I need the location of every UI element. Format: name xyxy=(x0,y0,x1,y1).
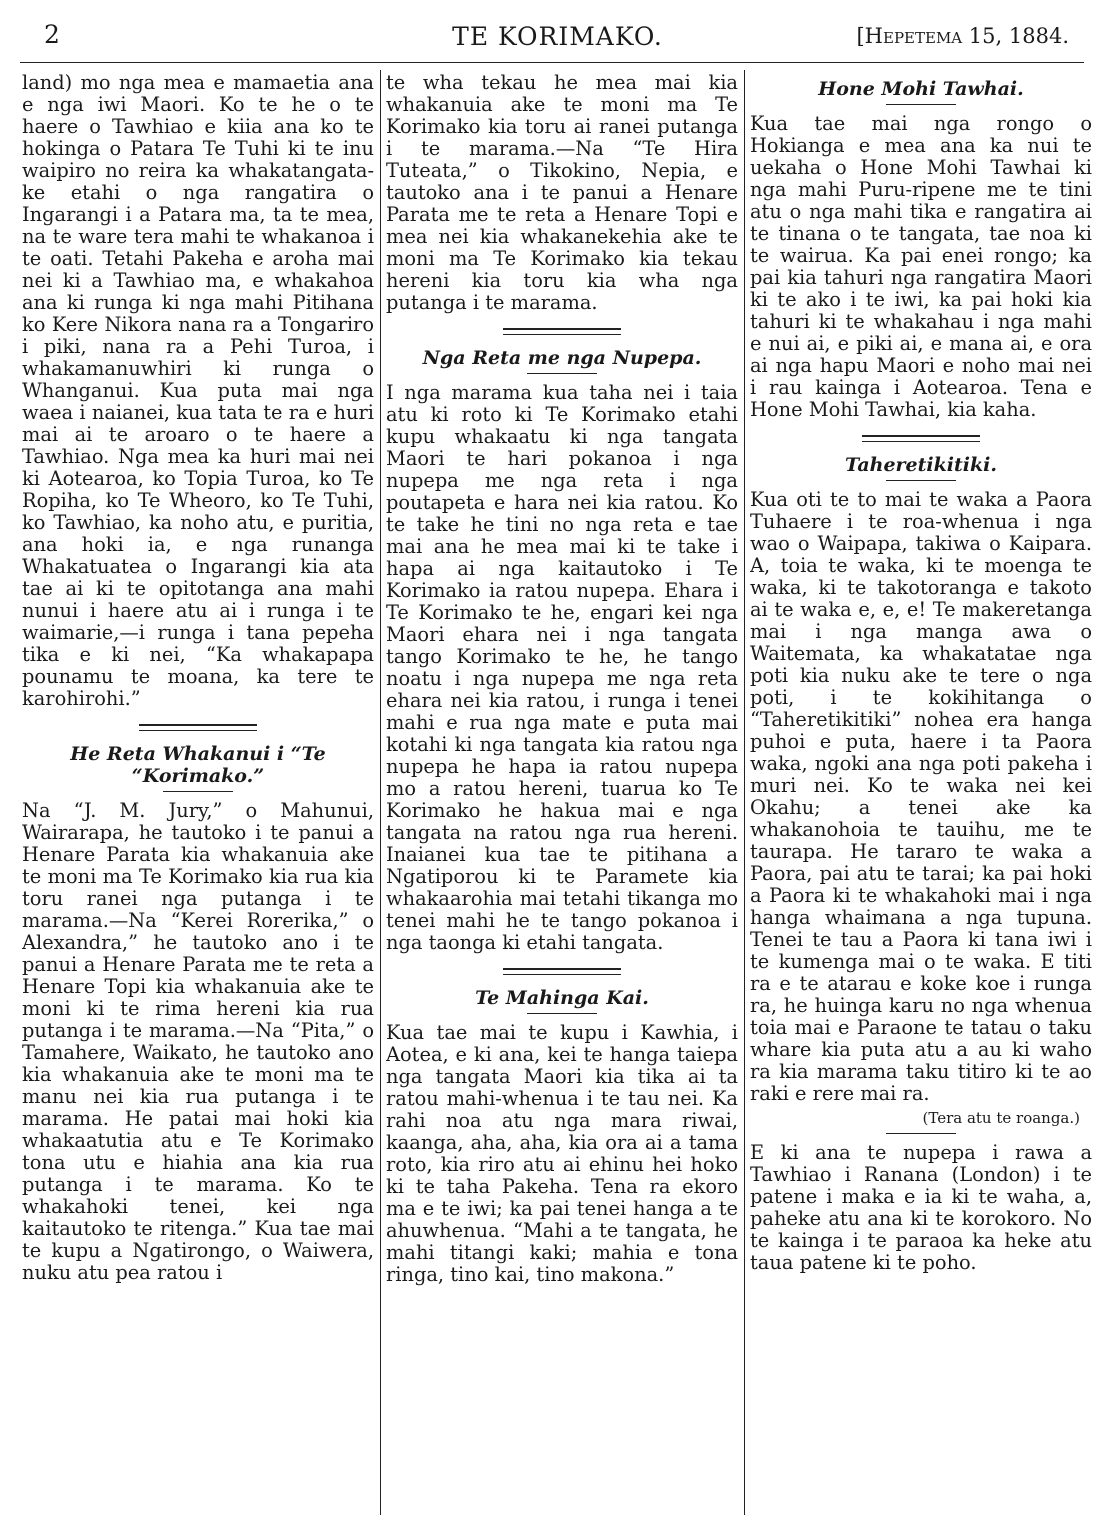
article-title-line: He Reta Whakanui i “Te xyxy=(70,743,326,765)
masthead-title: TE KORIMAKO. xyxy=(452,22,663,51)
title-underline xyxy=(163,791,233,792)
article-title xyxy=(22,743,374,787)
title-underline xyxy=(886,104,956,105)
title-underline xyxy=(527,373,597,374)
section-separator xyxy=(139,724,257,731)
article-title-line: “Korimako.” xyxy=(131,765,265,787)
article-title: Nga Reta me nga Nupepa. xyxy=(422,347,702,369)
article-title: Hone Mohi Tawhai. xyxy=(818,78,1024,100)
header-rule xyxy=(20,62,1084,63)
article-title: Taheretikitiki. xyxy=(845,454,997,476)
article-paragraph: Kua tae mai nga rongo o Hokianga e mea ana ka nui te uekaha o Hone Mohi Tawhai ki nga mahi Puru-ripene me te tini atu o nga mahi tika e rangatira ai te tinana o te tangata, tae noa ki te wairua. Ka pai enei rongo; ka pai kia tahuri nga rangatira Maori ki te ako i te iwi, ka pai hoki kia tahuri ki te whakahau i nga mahi e nui ai, e piki ai, e mana ai, e ora ai nga hapu Maori e noho mai nei i rau kainga i Aotearoa. Tena e Hone Mohi Tawhai, kia kaha. xyxy=(750,112,1092,421)
article-paragraph: te wha tekau he mea mai kia whakanuia ake te moni ma Te Korimako kia toru ai ranei putanga i te marama.—Na “Te Hira Tuteata,” o Tikokino, Nepia, e tautoko ana i te panui a Henare Parata me te reta a Henare Topi e mea nei kia whakanekehia ake te moni ma Te Korimako kia tekau hereni kia toru kia wha nga putanga i te marama. xyxy=(386,72,738,314)
column-2 xyxy=(386,72,738,1522)
section-separator xyxy=(503,968,621,975)
article-paragraph: Kua tae mai te kupu i Kawhia, i Aotea, e ki ana, kei te hanga taiepa nga tangata Maori kia tika ai ta ratou mahi-whenua i te tau nei. Ka rahi noa atu nga mara riwai, kaanga, aha, aha, kia ora ai a tama roto, kia riro atu ai ehinu hei hoko ki te taha Pakeha. Tena ra ekoro ma e te iwi; ka pai tenei hanga a te ahuwhenua. “Mahi a te tangata, he mahi titangi kaki; mahia e tona ringa, tino kai, tino makona.” xyxy=(386,1021,738,1286)
continued-note: (Tera atu te roanga.) xyxy=(922,1109,1080,1127)
column-divider xyxy=(744,70,745,1515)
note-rule xyxy=(886,1133,956,1134)
article-paragraph: land) mo nga mea e mamaetia ana e nga iwi Maori. Ko te he o te haere o Tawhiao e kiia ana ko te hokinga o Patara Te Tuhi ki te inu waipiro no reira ka whakatangata-ke etahi o nga rangatira o Ingarangi i a Patara ma, ta te mea, na te ware tera mahi te whakanoa i te oati. Tetahi Pakeha e aroha mai nei ki a Tawhiao ma, e whakahoa ana ki runga ki nga mahi Pitihana ko Kere Nikora nana ra a Tongariro i piki, nana ra a Pehi Turoa, i whakamanuwhiri ki runga o Whanganui. Kua puta mai nga waea i naianei, kua tata te ra e huri mai ai te aroaro o te haere a Tawhiao. Nga mea ka huri mai nei ki Aotearoa, ko Topia Turoa, ko Te Ropiha, ko Te Wheoro, ko Te Tuhi, ko Tawhiao, ka noho atu, e puritia, ana hoki ia, e nga runanga Whakatuatea o Ingarangi kia ata tae ai ki te opitotanga ana mahi nunui i haere atu ai i runga i te waimarie,—i runga i tana pepeha tika e ki nei, “Ka whakapapa pounamu te moana, ka tere te karohirohi.” xyxy=(22,72,374,710)
column-1 xyxy=(22,72,374,1522)
column-divider xyxy=(380,70,381,1515)
issue-date: [Hepetema 15, 1884. xyxy=(856,24,1069,48)
section-separator xyxy=(503,328,621,335)
title-underline xyxy=(527,1013,597,1014)
column-3 xyxy=(750,72,1092,1522)
title-underline xyxy=(886,480,956,481)
article-paragraph: Na “J. M. Jury,” o Mahunui, Wairarapa, he tautoko i te panui a Henare Parata kia whakanuia ake te moni ma Te Korimako kia rua kia toru ranei nga putanga i te marama.—Na “Kerei Rorerika,” o Alexandra,” he tautoko ano i te panui a Henare Parata me te reta a Henare Topi kia whakanuia ake te moni ki te rima hereni kia rua putanga i te marama.—Na “Pita,” o Tamahere, Waikato, he tautoko ano kia whakanuia ake te moni ma te manu nei kia rua putanga i te marama. He patai mai hoki kia whakaatutia atu e Te Korimako tona utu e hiahia ana kia rua putanga i te marama. Ko te whakahoki tenei, kei nga kaitautoko te ritenga.” Kua tae mai te kupu a Ngatirongo, o Waiwera, nuku atu pea ratou i xyxy=(22,799,374,1284)
page-header xyxy=(20,18,1095,58)
article-paragraph: E ki ana te nupepa i rawa a Tawhiao i Ranana (London) i te patene i maka e ia ki te waha, a, paheke atu ana ki te korokoro. No te kainga i te paraoa ka heke atu taua patene ki te poho. xyxy=(750,1141,1092,1274)
section-separator xyxy=(862,435,980,442)
page-number: 2 xyxy=(44,20,60,49)
article-paragraph: I nga marama kua taha nei i taia atu ki roto ki Te Korimako etahi kupu whakaatu ki nga tangata Maori te hari pokanoa i nga nupepa me nga reta i nga poutapeta e hara nei kia ratou. Ko te take he tini no nga reta e tae mai ana he mea mai ki te take i hapa ai nga kaitautoko i Te Korimako ia ratou nupepa. Ehara i Te Korimako te he, engari kei nga Maori ehara nei i nga tangata tango Korimako te he, he tango noatu i nga nupepa me nga reta ehara nei kia ratou, i runga i tenei mahi e rua nga mate e puta mai kotahi ki nga tangata kia ratou nga nupepa he hapa ia ratou nupepa mo a ratou hereni, tuarua ko Te Korimako he hakua mai e nga tangata na ratou nga rua hereni. Inaianei kua tae te pitihana a Ngatiporou ki te Paramete kia whakaarohia mai tetahi tikanga mo tenei mahi he te tango pokanoa i nga taonga ki etahi tangata. xyxy=(386,381,738,954)
article-paragraph: Kua oti te to mai te waka a Paora Tuhaere i te roa-whenua i nga wao o Waipapa, takiwa o Kaipara. A, toia te waka, ki te moenga te waka, ki te takotoranga e takoto ai te waka e, e, e! Te makeretanga mai i nga manga awa o Waitemata, ka whakatatae nga poti kia nuku ake te tere o nga poti, i te kokihitanga o “Taheretikitiki” nohea era hanga puhoi e puta, haere i ta Paora waka, ngoki ana nga poti pakeha i muri nei. Ko te waka nei kei Okahu; a tenei ake ka whakanohoia te tauihu, me te taurapa. He tararo te waka a Paora, pai atu te tarai; ka pai hoki a Paora ki te whakahoki mai i nga hanga whaimana a nga tupuna. Tenei te tau a Paora ki tana iwi i te kumenga mai o te waka. E titi ra e te atarau e koke koe i runga ra, he huinga karu no nga whenua toia mai e Paraone te tatau o taku whare kia puta atu a au ki waho ra kia marama taku titiro ki te ao raki e rere mai ra. xyxy=(750,488,1092,1105)
article-title: Te Mahinga Kai. xyxy=(475,987,649,1009)
